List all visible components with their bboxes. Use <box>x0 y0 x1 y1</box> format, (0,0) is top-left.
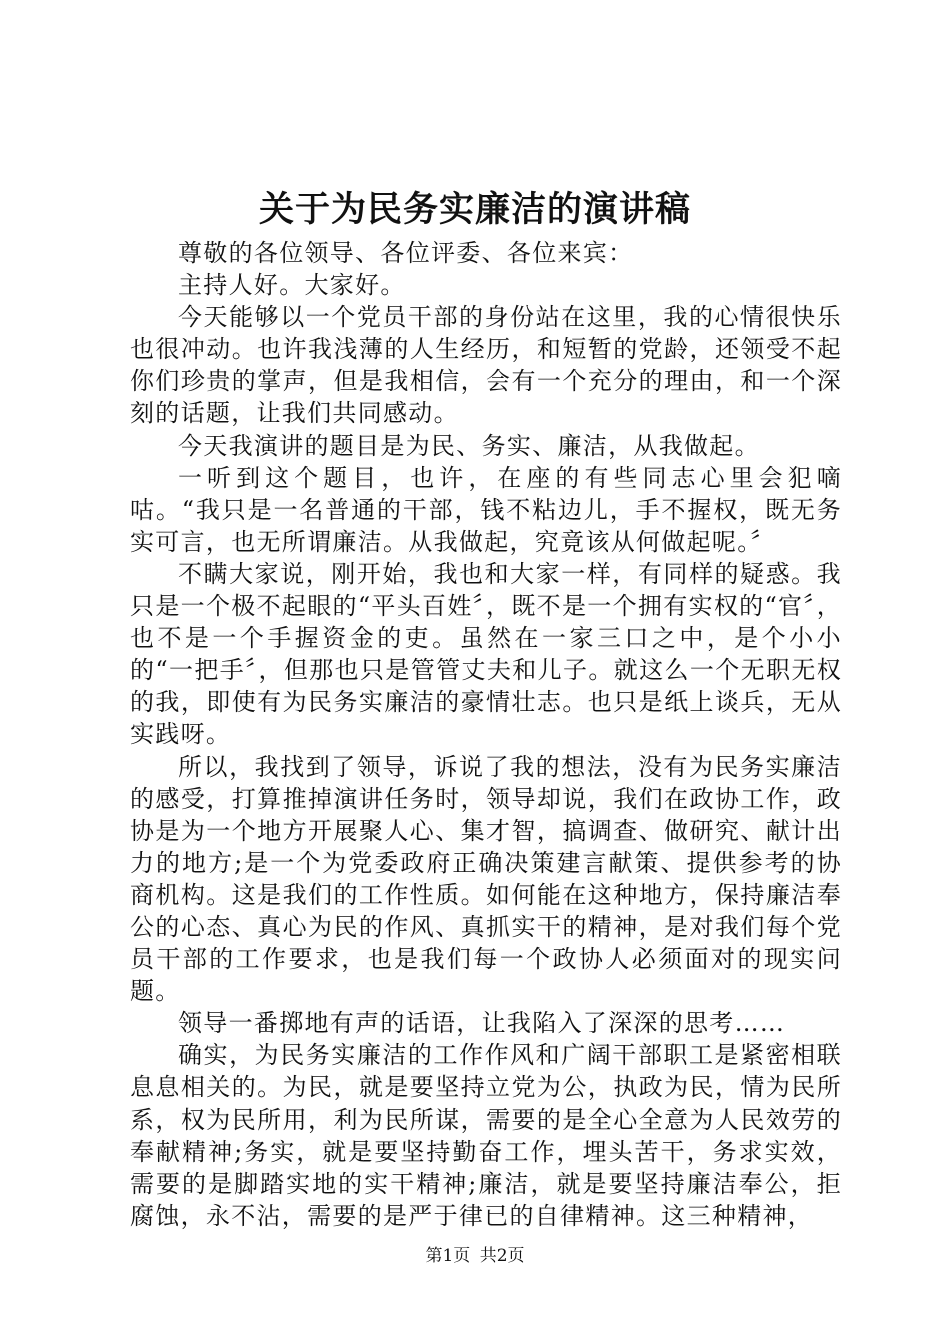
page-footer <box>0 1244 950 1268</box>
paragraph-reflection: 领导一番掷地有声的话语，让我陷入了深深的思考…… <box>178 1009 786 1038</box>
paragraph-confession: 不瞒大家说，刚开始，我也和大家一样，有同样的疑惑。我只是一个极不起眼的“平头百姓〞，既不是一个拥有实权的“官〞，也不是一个手握资金的吏。虽然在一家三口之中，是个小小的“一把手〞，但那也只是管管丈夫和儿子。就这么一个无职无权的我，即使有为民务实廉洁的豪情壮志。也只是纸上谈兵，无从实践呀。 <box>130 559 842 749</box>
paragraph-greeting: 尊敬的各位领导、各位评委、各位来宾： <box>178 239 634 267</box>
page-total: 共2页 <box>479 1246 525 1266</box>
paragraph-spirits: 确实，为民务实廉洁的工作作风和广阔干部职工是紧密相联息息相关的。为民，就是要坚持立党为公，执政为民，情为民所系，权为民所用，利为民所谋，需要的是全心全意为人民效劳的奉献精神;务实，就是要坚持勤奋工作，埋头苦干，务求实效，需要的是脚踏实地的实干精神;廉洁，就是要坚持廉洁奉公，拒腐蚀，永不沾，需要的是严于律已的自律精神。这三种精神， <box>130 1041 842 1230</box>
document-title: 关于为民务实廉洁的演讲稿 <box>258 189 691 230</box>
paragraph-opening: 今天能够以一个党员干部的身份站在这里，我的心情很快乐也很冲动。也许我浅薄的人生经历，和短暂的党龄，还领受不起你们珍贵的掌声，但是我相信，会有一个充分的理由，和一个深刻的话题，让我们共同感动。 <box>130 303 842 428</box>
page-number: 第1页 <box>425 1246 471 1266</box>
paragraph-host: 主持人好。大家好。 <box>178 271 406 300</box>
paragraph-doubt: 一听到这个题目，也许，在座的有些同志心里会犯嘀咕。“我只是一名普通的干部，钱不粘边儿，手不握权，既无务实可言，也无所谓廉洁。从我做起，究竟该从何做起呢。〞 <box>130 463 842 556</box>
paragraph-topic: 今天我演讲的题目是为民、务实、廉洁，从我做起。 <box>178 431 760 460</box>
document-body <box>130 237 842 1232</box>
paragraph-leader-talk: 所以，我找到了领导，诉说了我的想法，没有为民务实廉洁的感受，打算推掉演讲任务时，领导却说，我们在政协工作，政协是为一个地方开展聚人心、集才智，搞调查、做研究、献计出力的地方;是一个为党委政府正确决策建言献策、提供参考的协商机构。这是我们的工作性质。如何能在这种地方，保持廉洁奉公的心态、真心为民的作风、真抓实干的精神，是对我们每个党员干部的工作要求，也是我们每一个政协人必须面对的现实问题。 <box>130 752 842 1006</box>
